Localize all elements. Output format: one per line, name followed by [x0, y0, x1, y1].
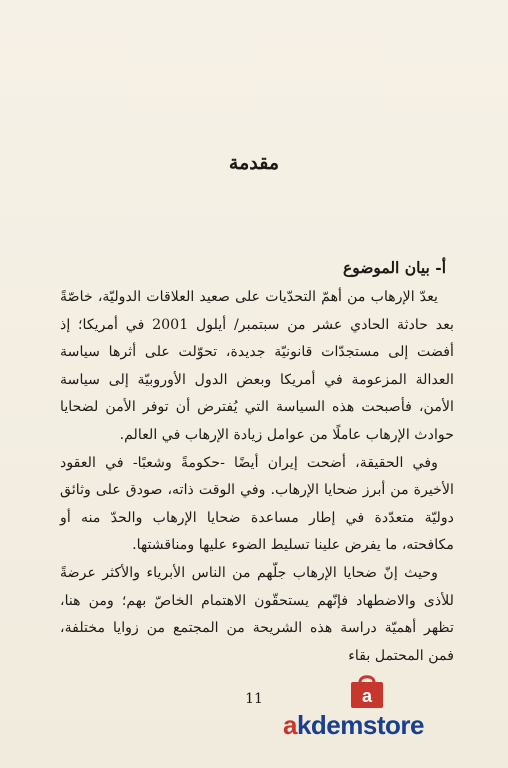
- watermark-text-rest: kdemstore: [296, 710, 424, 740]
- watermark-text: [283, 710, 463, 741]
- section-heading: أ- بيان الموضوع: [342, 258, 446, 277]
- paragraph: وحيث إنّ ضحايا الإرهاب جلّهم من الناس الأبرياء والأكثر عرضةً للأذى والاضطهاد فإنّهم يستحقّون الاهتمام الخاصّ بهم؛ ومن هنا، تظهر أهميّة دراسة هذه الشريحة من المجتمع من زوايا مختلفة، فمن المحتمل بقاء: [60, 564, 454, 664]
- paragraph: وفي الحقيقة، أضحت إيران أيضًا -حكومةً وشعبًا- في العقود الأخيرة من أبرز ضحايا الإرهاب. وفي الوقت ذاته، صودق على وثائق دوليّة متعدّدة في إطار مساعدة ضحايا الإرهاب والحدّ منه أو مكافحته، ما يفرض علينا تسليط الضوء عليها ومناقشتها.: [60, 454, 454, 554]
- bag-logo-letter: a: [361, 686, 373, 706]
- page-number: 11: [245, 691, 263, 707]
- body-text: [60, 284, 454, 670]
- paragraph: يعدّ الإرهاب من أهمّ التحدّيات على صعيد العلاقات الدوليّة، خاصّةً بعد حادثة الحادي عشر من سبتمبر/ أيلول 2001 في أمريكا؛ إذ أفضت إلى مستجدّات قانونيّة جديدة، تحوّلت على أثرها سياسة العدالة المزعومة في أمريكا وبعض الدول الأوروبيّة إلى سياسة الأمن، فأصبحت هذه السياسة التي يُفترض أن توفر الأمن لضحايا حوادث الإرهاب عاملًا من عوامل زيادة الإرهاب في العالم.: [60, 289, 454, 443]
- page-title: مقدمة: [228, 152, 280, 174]
- watermark-text-a: a: [283, 710, 297, 740]
- bag-logo-icon: [345, 672, 389, 710]
- akdemstore-watermark: [283, 672, 463, 752]
